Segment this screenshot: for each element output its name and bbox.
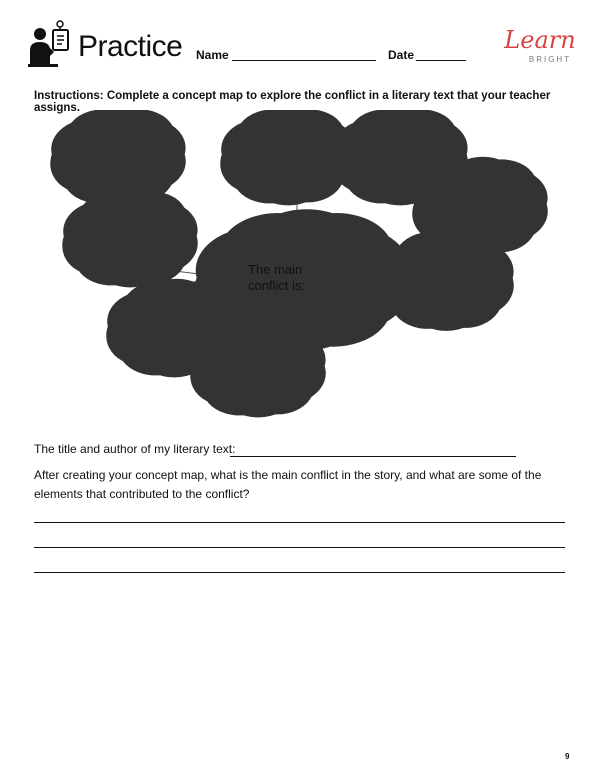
title-author-label: The title and author of my literary text:: [34, 442, 236, 456]
center-label-line2: conflict is:: [248, 278, 306, 293]
cloud-node-far-right: [439, 176, 522, 236]
answer-line[interactable]: [34, 572, 565, 573]
center-label-line1: The main: [248, 262, 303, 277]
cloud-node-top-center: [247, 126, 330, 186]
conflict-question: After creating your concept map, what is the main conflict in the story, and what are some of the elements that contributed to the conflict?: [34, 468, 542, 501]
instructions: Instructions: Complete a concept map to explore the conflict in a literary text that your teacher assigns.: [34, 90, 551, 114]
cloud-node-left: [89, 208, 172, 268]
cloud-node-top-left: [77, 126, 160, 186]
title-author-field-line[interactable]: [230, 456, 516, 457]
page-title: Practice: [78, 30, 183, 63]
answer-line[interactable]: [34, 547, 565, 548]
name-label: Name: [196, 48, 229, 62]
name-field-line[interactable]: [232, 60, 376, 61]
practice-person-icon: [28, 20, 72, 68]
cloud-node-right: [405, 249, 488, 311]
concept-map: [0, 110, 600, 430]
logo-subtitle: BRIGHT: [528, 55, 572, 64]
page-number: 9: [565, 752, 570, 761]
learn-bright-logo: [500, 24, 580, 68]
date-label: Date: [388, 48, 415, 62]
answer-line[interactable]: [34, 522, 565, 523]
date-field-line[interactable]: [416, 60, 466, 61]
logo-word: Learn: [504, 26, 576, 54]
cloud-node-bottom-center: [217, 338, 300, 398]
